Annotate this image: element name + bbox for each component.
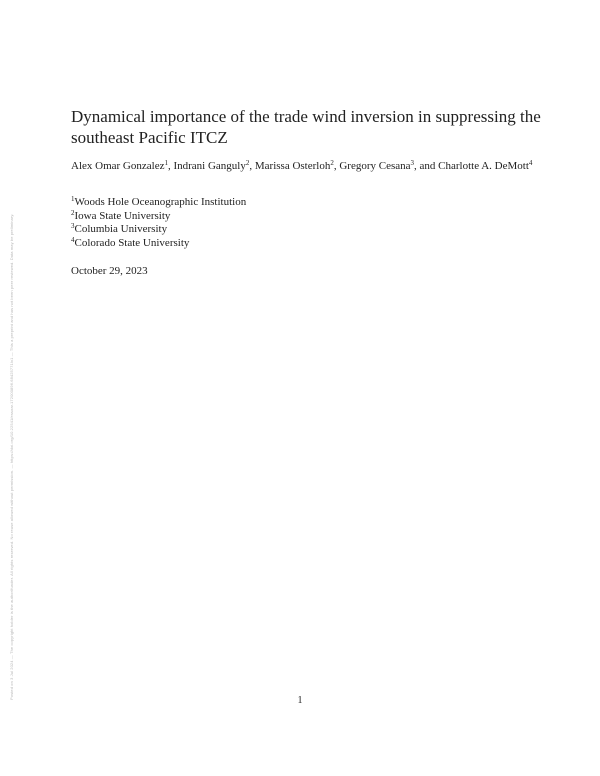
- author: [339, 160, 414, 172]
- author-separator: ,: [167, 160, 174, 172]
- author-affiliation-mark: 2: [245, 159, 250, 167]
- paper-date: October 29, 2023: [71, 265, 148, 277]
- affiliation: [71, 223, 541, 237]
- author-separator: ,: [333, 160, 340, 172]
- author-separator: , and: [414, 160, 439, 172]
- affiliation-name: Colorado State University: [74, 236, 190, 249]
- affiliation-mark: 1: [71, 195, 75, 203]
- author-affiliation-mark: 2: [330, 159, 334, 167]
- author-name: Charlotte A. DeMott: [438, 160, 529, 172]
- preprint-stamp-text: Posted on 3 Jul 2024 — The copyright holder is the author/funder. All rights reserved. No reuse allowed without permission. — https://doi.org/10.22541/essoar.172000896.68425771/v1 — This a preprint and has not been peer reviewed. Data may be preliminary.: [9, 213, 14, 700]
- author-affiliation-mark: 4: [528, 159, 533, 167]
- affiliation-name: Columbia University: [74, 223, 168, 235]
- affiliation: [71, 196, 541, 210]
- author-name: Marissa Osterloh: [254, 160, 331, 172]
- author-name: Indrani Ganguly: [173, 160, 246, 172]
- paper-title: Dynamical importance of the trade wind inversion in suppressing the southeast Pacific ITCZ: [71, 107, 541, 147]
- affiliation-list: [71, 196, 541, 250]
- author-affiliation-mark: 3: [410, 159, 415, 167]
- author-name: Alex Omar Gonzalez: [71, 160, 165, 172]
- author-list: [71, 159, 541, 174]
- preprint-side-stamp: [0, 0, 18, 776]
- affiliation-name: Woods Hole Oceanographic Institution: [74, 196, 247, 208]
- author: [255, 160, 334, 172]
- author: [438, 160, 532, 172]
- affiliation: [71, 210, 541, 224]
- author: [173, 160, 249, 172]
- affiliation-mark: 2: [71, 208, 75, 217]
- author: [71, 160, 168, 172]
- affiliation-mark: 4: [71, 235, 75, 244]
- author-name: Gregory Cesana: [339, 160, 411, 172]
- affiliation-name: Iowa State University: [74, 209, 171, 222]
- author-affiliation-mark: 1: [164, 159, 168, 167]
- page-number: 1: [297, 695, 303, 706]
- affiliation: [71, 237, 541, 251]
- affiliation-mark: 3: [71, 222, 75, 230]
- author-separator: ,: [249, 160, 255, 172]
